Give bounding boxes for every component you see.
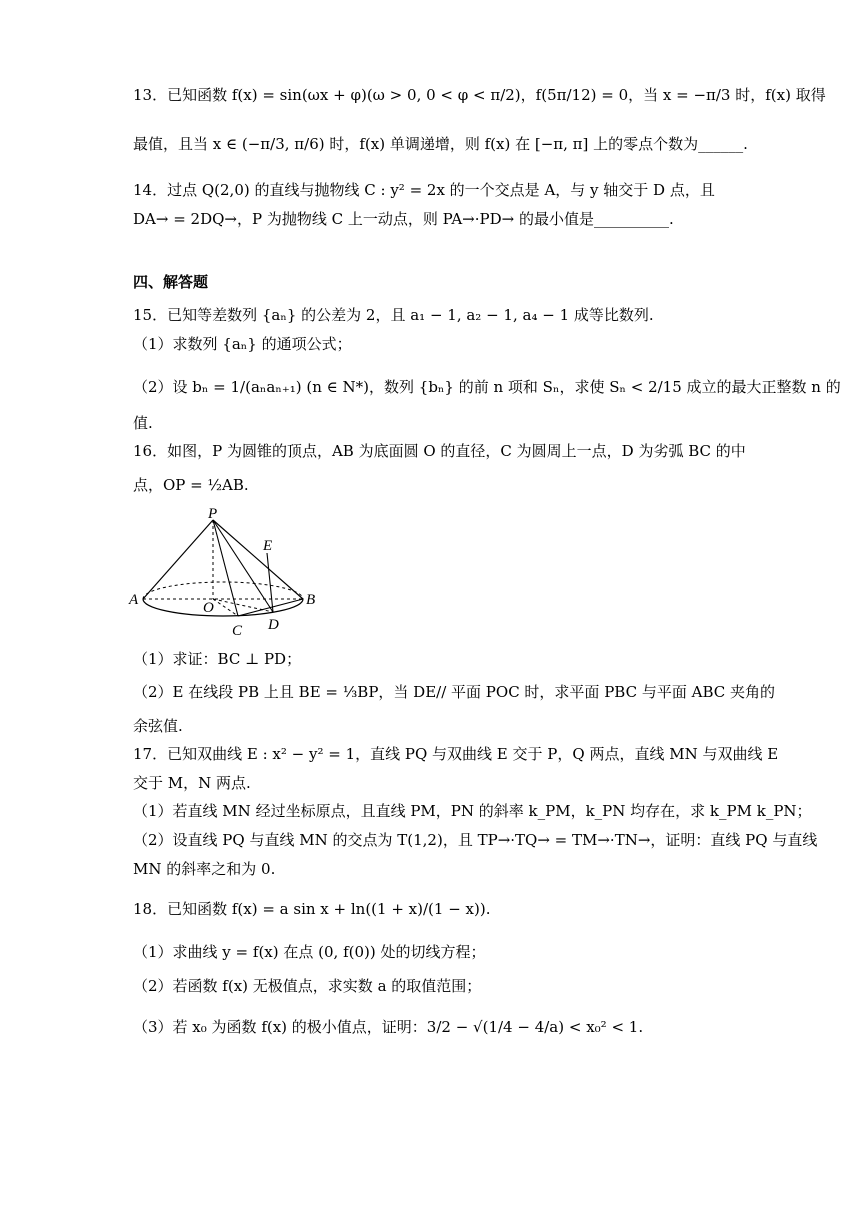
label-A: A [129,592,139,608]
problem-13-line-1: 13．已知函数 f(x) = sin(ωx + φ)(ω > 0, 0 < φ < π/2)，f(5π/12) = 0，当 x = −π/3 时，f(x) 取得 [133,86,826,104]
problem-15-line-4: 值. [133,414,153,432]
problem-14-line-1: 14．过点 Q(2,0) 的直线与抛物线 C : y² = 2x 的一个交点是 A，与 y 轴交于 D 点，且 [133,181,715,199]
problem-18-line-1: 18．已知函数 f(x) = a sin x + ln((1 + x)/(1 − x)). [133,900,491,918]
cone-figure [128,505,318,645]
problem-15-line-3: （2）设 bₙ = 1/(aₙaₙ₊₁) (n ∈ N*)，数列 {bₙ} 的前 n 项和 Sₙ，求使 Sₙ < 2/15 成立的最大正整数 n 的 [133,378,841,396]
problem-17-line-2: 交于 M，N 两点. [133,774,251,792]
label-C: C [232,623,243,639]
label-P: P [208,506,218,522]
section-heading: 四、解答题 [133,273,209,291]
problem-18-line-2: （1）求曲线 y = f(x) 在点 (0, f(0)) 处的切线方程； [133,943,486,961]
problem-17-line-3: （1）若直线 MN 经过坐标原点，且直线 PM，PN 的斜率 k_PM，k_PN 均存在，求 k_PM k_PN； [133,802,812,820]
problem-16-line-4: （2）E 在线段 PB 上且 BE = ⅓BP，当 DE// 平面 POC 时，求平面 PBC 与平面 ABC 夹角的 [133,683,775,701]
problem-17-line-5: MN 的斜率之和为 0. [133,860,276,878]
problem-16-line-5: 余弦值. [133,717,183,735]
problem-14-line-2: DA→ = 2DQ→，P 为抛物线 C 上一动点，则 PA→·PD→ 的最小值是__________. [133,210,674,228]
problem-17-line-4: （2）设直线 PQ 与直线 MN 的交点为 T(1,2)，且 TP→·TQ→ = TM→·TN→，证明：直线 PQ 与直线 [133,831,818,849]
problem-16-line-1: 16．如图，P 为圆锥的顶点，AB 为底面圆 O 的直径，C 为圆周上一点，D 为劣弧 BC 的中 [133,442,746,460]
problem-16-line-2: 点，OP = ½AB. [133,476,249,494]
problem-15-line-1: 15．已知等差数列 {aₙ} 的公差为 2，且 a₁ − 1, a₂ − 1, a₄ − 1 成等比数列. [133,306,654,324]
label-B: B [306,592,316,608]
label-D: D [268,617,279,633]
problem-18-line-4: （3）若 x₀ 为函数 f(x) 的极小值点，证明：3/2 − √(1/4 − 4/a) < x₀² < 1. [133,1018,644,1036]
problem-15-line-2: （1）求数列 {aₙ} 的通项公式； [133,335,352,353]
problem-16-line-3: （1）求证：BC ⊥ PD； [133,650,302,668]
problem-17-line-1: 17．已知双曲线 E : x² − y² = 1，直线 PQ 与双曲线 E 交于 P，Q 两点，直线 MN 与双曲线 E [133,745,779,763]
problem-18-line-3: （2）若函数 f(x) 无极值点，求实数 a 的取值范围； [133,977,482,995]
label-O: O [203,600,214,616]
label-E: E [263,538,273,554]
problem-13-line-2: 最值，且当 x ∈ (−π/3, π/6) 时，f(x) 单调递增，则 f(x) 在 [−π, π] 上的零点个数为______. [133,135,748,153]
